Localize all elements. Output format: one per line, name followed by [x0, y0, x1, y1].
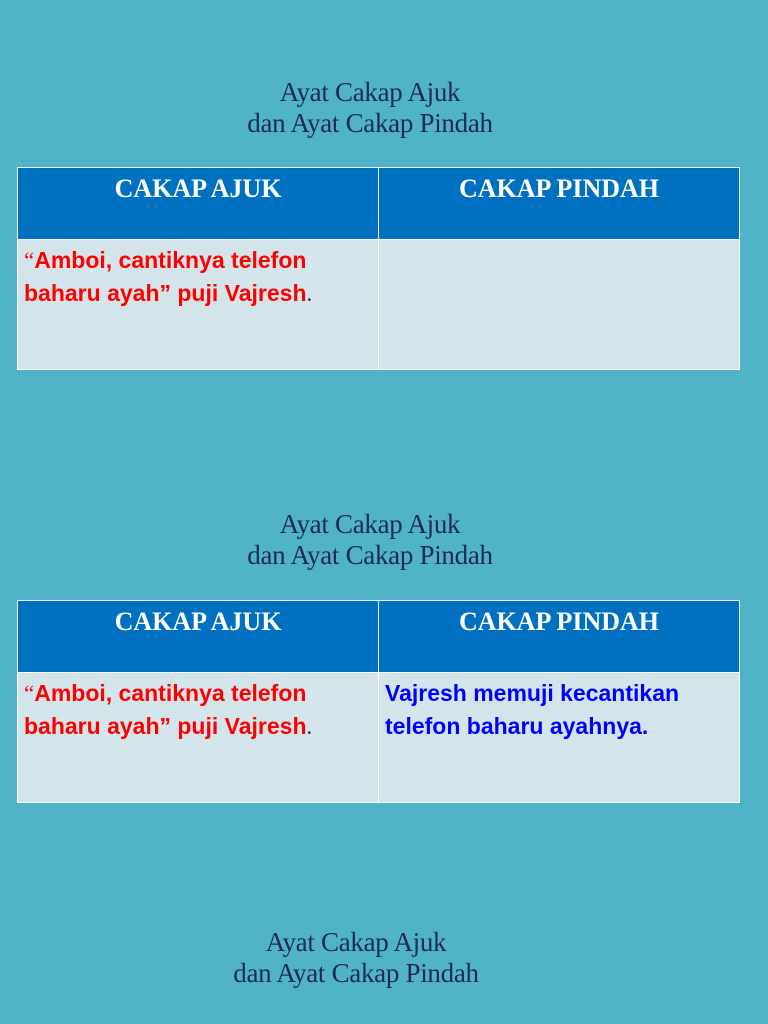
slide-1-table: [17, 167, 740, 370]
table-header-row: [18, 601, 740, 673]
slide-1-title: [0, 77, 740, 139]
cell-direct-speech: [18, 673, 379, 803]
title-line-1: Ayat Cakap Ajuk: [279, 509, 461, 539]
cell-indirect-speech: [379, 240, 740, 370]
header-cakap-pindah: CAKAP PINDAH: [379, 601, 740, 673]
title-line-1: Ayat Cakap Ajuk: [265, 927, 447, 957]
header-cakap-ajuk: CAKAP AJUK: [18, 168, 379, 240]
slide-2-table: [17, 600, 740, 803]
title-line-2: dan Ayat Cakap Pindah: [247, 540, 493, 570]
indirect-speech-text: Vajresh memuji kecantikan telefon baharu ayahnya.: [385, 680, 680, 739]
direct-speech-period: .: [306, 281, 313, 306]
title-line-2: dan Ayat Cakap Pindah: [233, 958, 479, 988]
open-quote: “: [24, 248, 35, 273]
slide-3-title: [0, 927, 712, 989]
title-line-1: Ayat Cakap Ajuk: [279, 77, 461, 107]
open-quote: “: [24, 681, 35, 706]
header-cakap-ajuk: CAKAP AJUK: [18, 601, 379, 673]
direct-speech-text: Amboi, cantiknya telefon baharu ayah” puji Vajresh: [24, 680, 307, 739]
header-cakap-pindah: CAKAP PINDAH: [379, 168, 740, 240]
table-header-row: [18, 168, 740, 240]
direct-speech-text: Amboi, cantiknya telefon baharu ayah” puji Vajresh: [24, 247, 307, 306]
table-row: [18, 240, 740, 370]
cell-direct-speech: [18, 240, 379, 370]
direct-speech-period: .: [306, 714, 313, 739]
slide-2-title: [0, 509, 740, 571]
cell-indirect-speech: [379, 673, 740, 803]
table-row: [18, 673, 740, 803]
title-line-2: dan Ayat Cakap Pindah: [247, 108, 493, 138]
